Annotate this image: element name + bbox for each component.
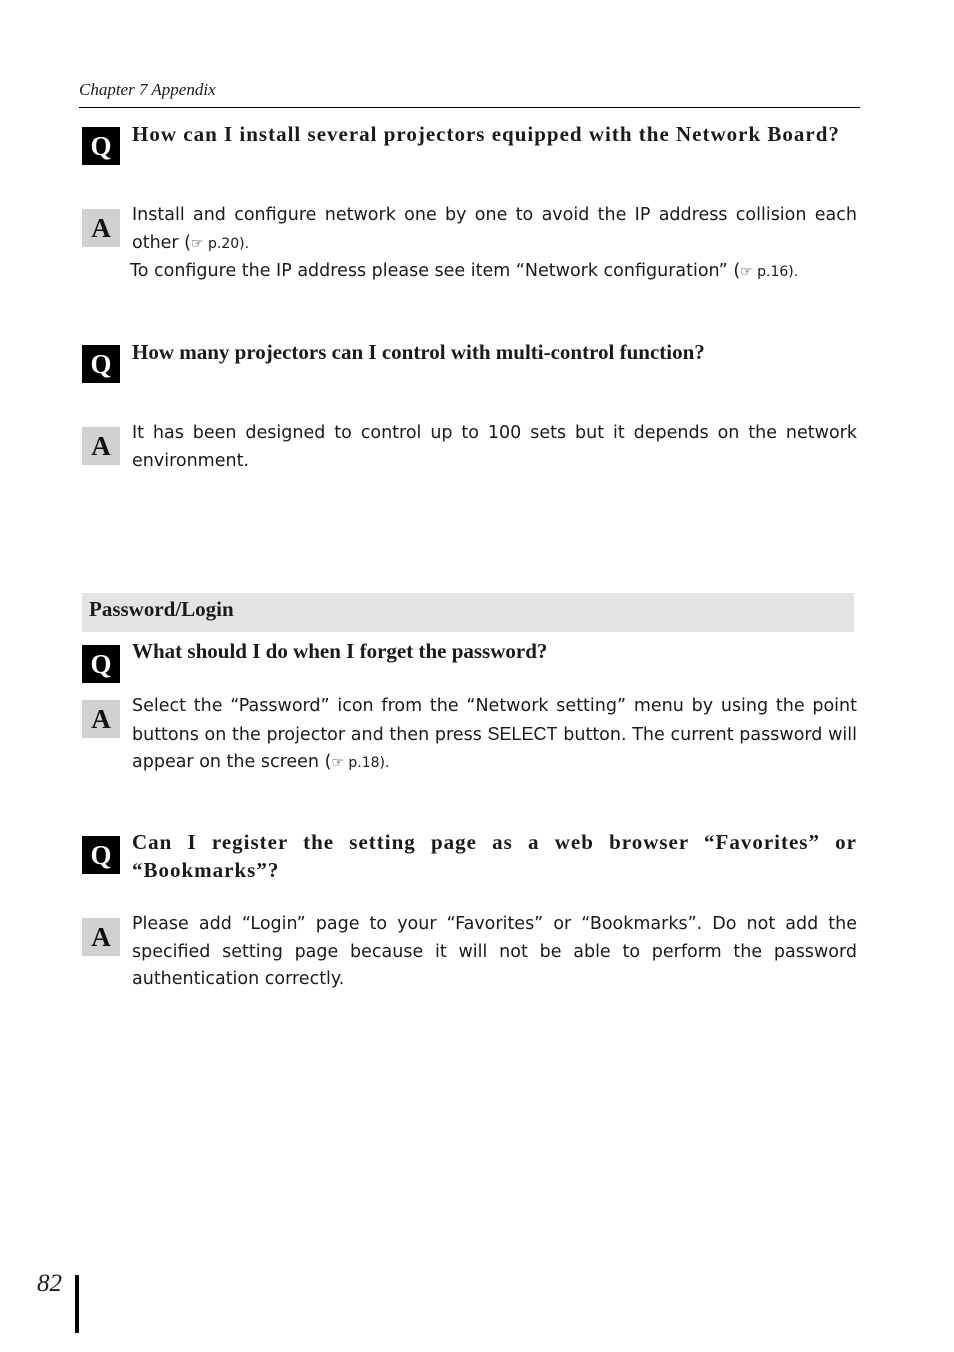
chapter-header: Chapter 7 Appendix xyxy=(79,80,216,99)
question-badge: Q xyxy=(82,645,120,683)
answer-badge: A xyxy=(82,427,120,465)
question-badge: Q xyxy=(82,345,120,383)
page-reference: ☞ p.18). xyxy=(331,755,390,771)
question-text: How can I install several projectors equipped with the Network Board? xyxy=(132,122,840,146)
answer-line: button. The current password will appear on the screen ( xyxy=(132,724,857,772)
answer-badge: A xyxy=(82,209,120,247)
question-text: How many projectors can I control with multi-control function? xyxy=(132,340,705,364)
section-header xyxy=(82,593,854,632)
question-badge: Q xyxy=(82,127,120,165)
page-number-bar xyxy=(75,1275,79,1333)
answer-text xyxy=(132,693,857,778)
page-number: 82 xyxy=(37,1270,62,1297)
answer-text: Please add “Login” page to your “Favorites” or “Bookmarks”. Do not add the specified setting page because it will not be able to perform the password authentication correctly. xyxy=(132,914,857,989)
page-reference: ☞ p.16). xyxy=(740,264,799,280)
header-rule xyxy=(79,107,860,108)
page-reference: ☞ p.20). xyxy=(191,235,250,252)
answer-text xyxy=(132,202,857,287)
answer-line: Install and configure network one by one to avoid the IP address collision each other ( xyxy=(132,205,857,253)
answer-line: To configure the IP address please see item “Network configuration” ( xyxy=(130,261,741,281)
answer-text: It has been designed to control up to 100 sets but it depends on the network environment. xyxy=(132,423,857,471)
section-title: Password/Login xyxy=(89,597,234,621)
question-badge: Q xyxy=(82,836,120,874)
select-button-label: SELECT xyxy=(487,723,558,744)
question-text: Can I register the setting page as a web browser “Favorites” or “Bookmarks”? xyxy=(132,830,857,882)
answer-badge: A xyxy=(82,918,120,956)
question-text: What should I do when I forget the password? xyxy=(132,639,548,663)
answer-badge: A xyxy=(82,700,120,738)
answer-line: Select the “Password” icon from the “Network setting” menu by using the point buttons on the projector and then press xyxy=(132,696,857,745)
